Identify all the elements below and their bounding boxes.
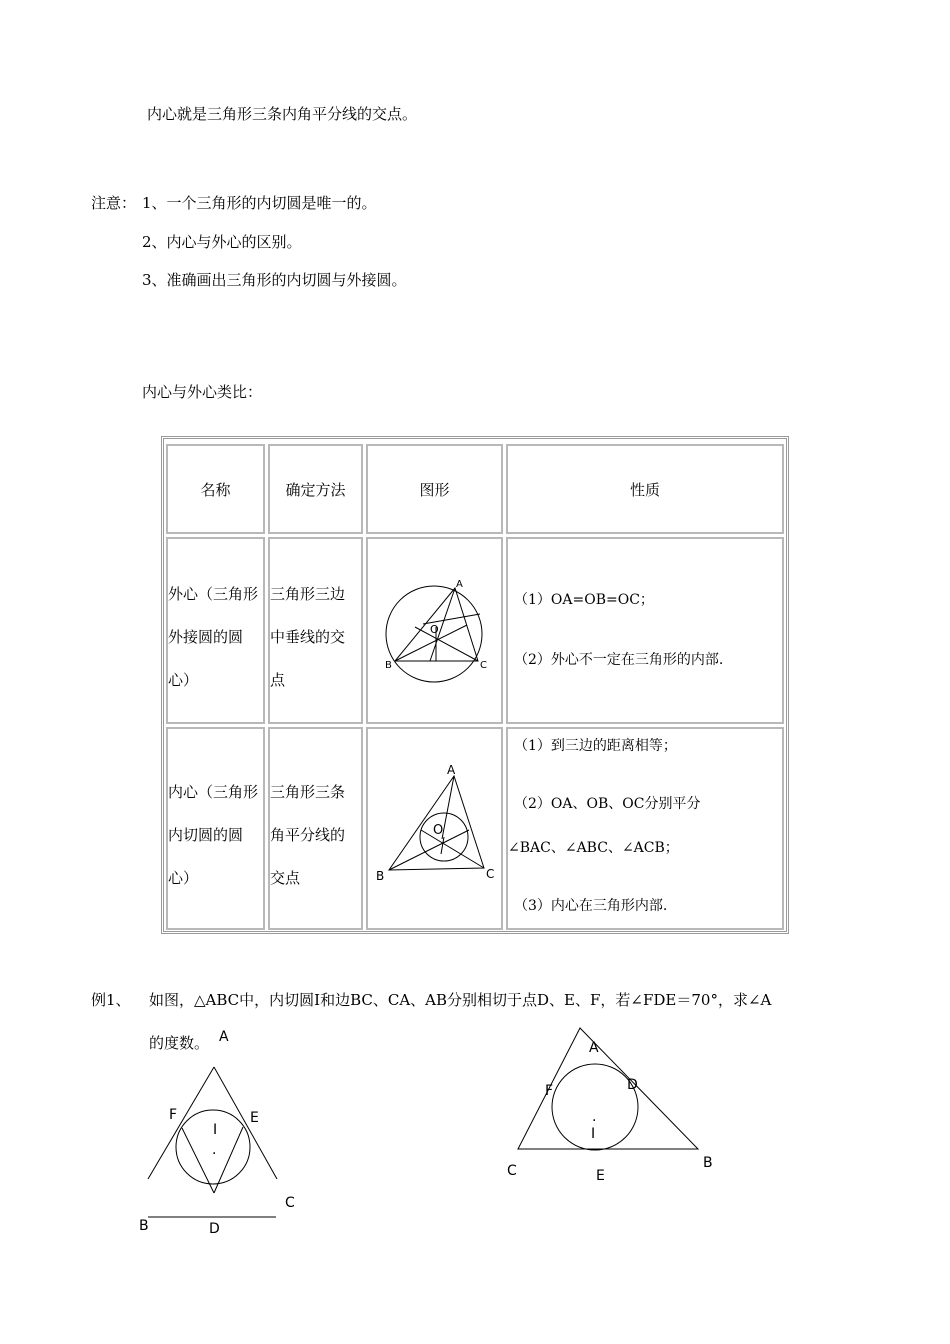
example-text-line1: 如图，△ABC中，内切圆I和边BC、CA、AB分别相切于点D、E、F，若∠FDE＝70°，求∠A bbox=[149, 991, 772, 1009]
right-label-a: A bbox=[589, 1040, 599, 1056]
row1-method-line2: 中垂线的交 bbox=[270, 628, 346, 646]
row2-name-line2: 内切圆的圆 bbox=[168, 826, 244, 844]
example-text-line2: 的度数。 bbox=[149, 1034, 210, 1052]
in-label-b: B bbox=[376, 869, 385, 883]
row1-figure-cell bbox=[366, 537, 503, 724]
left-label-e: E bbox=[250, 1110, 259, 1126]
in-label-c: C bbox=[486, 867, 495, 881]
header-name-text: 名称 bbox=[200, 480, 231, 499]
circum-label-c: C bbox=[480, 660, 487, 671]
comparison-table bbox=[161, 436, 789, 934]
row2-name-cell bbox=[166, 727, 265, 930]
header-method-text: 确定方法 bbox=[285, 480, 346, 499]
left-label-i: I bbox=[213, 1122, 218, 1138]
right-label-c: C bbox=[507, 1163, 517, 1179]
row2-name-line3: 心） bbox=[168, 869, 199, 887]
example-figure-left bbox=[130, 1025, 310, 1240]
header-figure bbox=[366, 444, 503, 534]
header-property bbox=[506, 444, 784, 534]
intro-line: 内心就是三角形三条内角平分线的交点。 bbox=[147, 105, 418, 123]
example-figure-right bbox=[495, 1020, 735, 1195]
header-name bbox=[166, 444, 265, 534]
right-label-f: F bbox=[545, 1083, 554, 1099]
left-label-c: C bbox=[285, 1195, 295, 1211]
header-property-text: 性质 bbox=[629, 480, 660, 499]
row2-method-cell bbox=[268, 727, 363, 930]
row1-property-cell bbox=[506, 537, 784, 724]
row1-name-line1: 外心（三角形 bbox=[168, 585, 259, 603]
left-label-a: A bbox=[219, 1029, 229, 1045]
right-label-d: D bbox=[627, 1077, 638, 1093]
row2-prop-2: （2）OA、OB、OC分别平分 bbox=[514, 796, 701, 812]
header-figure-text: 图形 bbox=[419, 480, 450, 499]
row1-name-line2: 外接圆的圆 bbox=[168, 628, 244, 646]
header-method bbox=[268, 444, 363, 534]
circum-label-a: A bbox=[456, 579, 463, 590]
row2-prop-4: （3）内心在三角形内部. bbox=[514, 898, 668, 914]
left-label-b: B bbox=[139, 1218, 149, 1234]
in-label-o: O bbox=[433, 823, 444, 838]
row1-prop-1: （1）OA=OB=OC； bbox=[514, 592, 654, 608]
row2-method-line3: 交点 bbox=[270, 869, 301, 887]
row1-method-cell bbox=[268, 537, 363, 724]
note-item-2: 2、内心与外心的区别。 bbox=[142, 233, 302, 251]
row1-name-line3: 心） bbox=[168, 671, 199, 689]
circum-label-o: O bbox=[430, 623, 439, 636]
row2-name-line1: 内心（三角形 bbox=[168, 783, 259, 801]
row2-method-line2: 角平分线的 bbox=[270, 826, 346, 844]
right-label-b: B bbox=[703, 1155, 713, 1171]
row2-property-cell bbox=[506, 727, 784, 930]
row1-method-line1: 三角形三边 bbox=[270, 585, 346, 603]
left-center-dot: . bbox=[212, 1142, 217, 1158]
note-label: 注意： bbox=[91, 194, 137, 212]
row1-prop-2: （2）外心不一定在三角形的内部. bbox=[514, 652, 724, 668]
left-label-f: F bbox=[169, 1107, 178, 1123]
row2-figure-cell bbox=[366, 727, 503, 930]
left-label-d: D bbox=[209, 1221, 220, 1237]
note-item-3: 3、准确画出三角形的内切圆与外接圆。 bbox=[142, 271, 407, 289]
row1-name-cell bbox=[166, 537, 265, 724]
incircle-figure bbox=[368, 729, 501, 928]
compare-title: 内心与外心类比： bbox=[142, 383, 263, 401]
row2-prop-3: ∠BAC、∠ABC、∠ACB； bbox=[508, 840, 679, 856]
row1-method-line3: 点 bbox=[270, 671, 286, 689]
right-label-i: I bbox=[591, 1126, 596, 1142]
row2-method-line1: 三角形三条 bbox=[270, 783, 346, 801]
in-label-a: A bbox=[447, 763, 456, 777]
row2-prop-1: （1）到三边的距离相等； bbox=[514, 738, 677, 754]
right-label-e: E bbox=[596, 1168, 605, 1184]
note-item-1: 1、一个三角形的内切圆是唯一的。 bbox=[142, 194, 377, 212]
circumcircle-figure bbox=[368, 539, 501, 722]
right-center-dot: . bbox=[592, 1109, 597, 1125]
circum-label-b: B bbox=[385, 660, 392, 671]
example-label: 例1、 bbox=[91, 991, 131, 1009]
